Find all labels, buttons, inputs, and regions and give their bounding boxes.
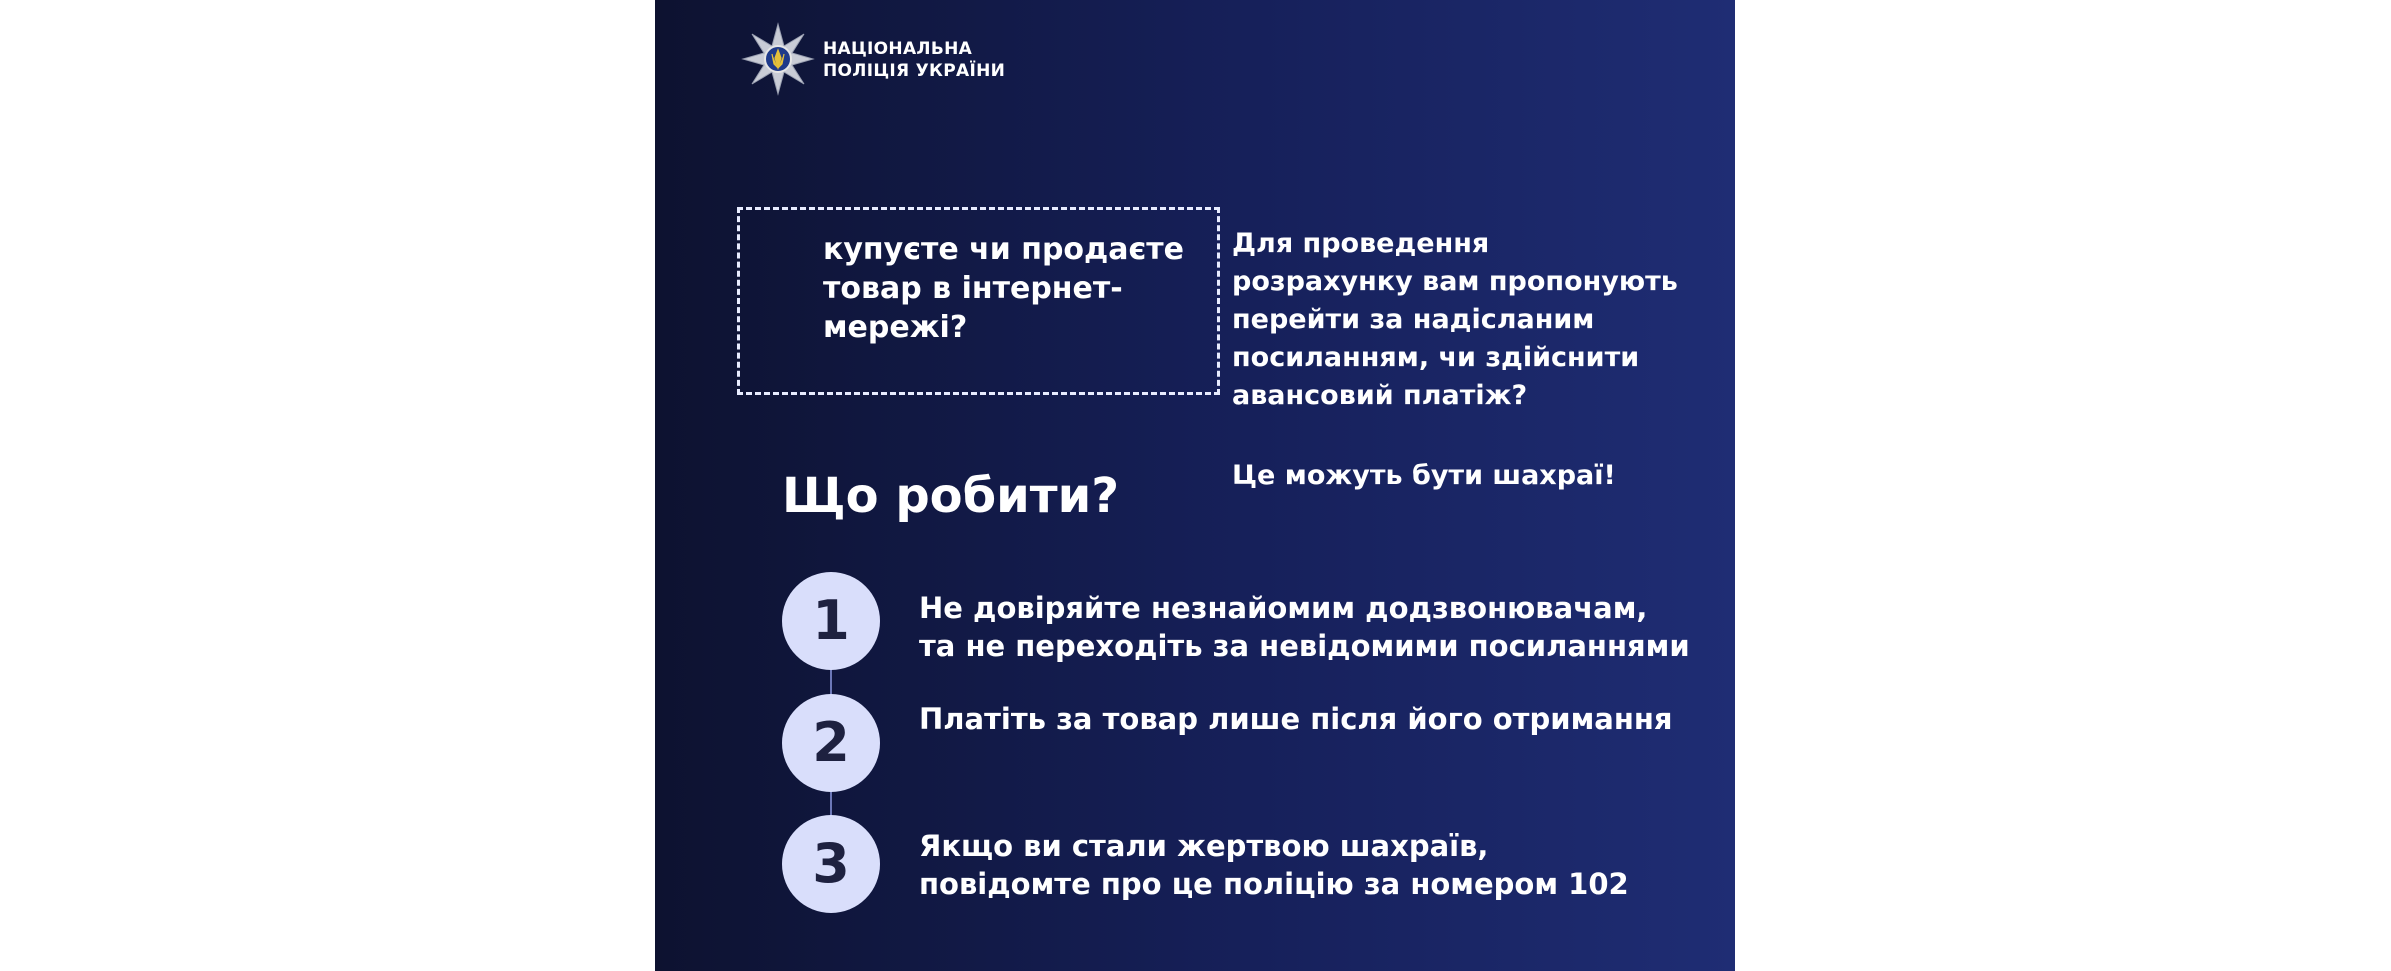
intro-text <box>1232 225 1732 415</box>
question-line-3: мережі? <box>823 310 968 345</box>
step-1-text <box>919 589 1735 665</box>
what-to-do-title: Що робити? <box>782 468 1120 524</box>
step-3-text <box>919 827 1735 903</box>
step-3-line-1: Якщо ви стали жертвою шахраїв, <box>919 829 1489 863</box>
step-2-number: 2 <box>782 694 880 792</box>
question-text <box>823 230 1185 347</box>
step-3-number: 3 <box>782 815 880 913</box>
intro-line-3: перейти за надісланим <box>1232 304 1595 335</box>
intro-line-2: розрахунку вам пропонують <box>1232 266 1678 297</box>
step-3-line-2: повідомте про це поліцію за номером 102 <box>919 867 1629 901</box>
step-1-line-1: Не довіряйте незнайомим додзвонювачам, <box>919 591 1648 625</box>
org-name <box>823 38 1005 82</box>
step-2-text <box>919 700 1735 738</box>
intro-line-1: Для проведення <box>1232 228 1490 259</box>
step-1-number: 1 <box>782 572 880 670</box>
org-name-line-1: НАЦІОНАЛЬНА <box>823 39 973 59</box>
warning-text: Це можуть бути шахраї! <box>1232 460 1616 491</box>
poster <box>655 0 1735 971</box>
question-line-1: купуєте чи продаєте <box>823 232 1185 267</box>
question-line-2: товар в інтернет- <box>823 271 1123 306</box>
org-name-line-2: ПОЛІЦІЯ УКРАЇНИ <box>823 61 1006 81</box>
step-2-line-1: Платіть за товар лише після його отримання <box>919 702 1673 736</box>
police-star-emblem-icon <box>741 22 815 96</box>
intro-line-5: авансовий платіж? <box>1232 380 1528 411</box>
intro-line-4: посиланням, чи здійснити <box>1232 342 1640 373</box>
step-1-line-2: та не переходіть за невідомими посиланнями <box>919 629 1690 663</box>
